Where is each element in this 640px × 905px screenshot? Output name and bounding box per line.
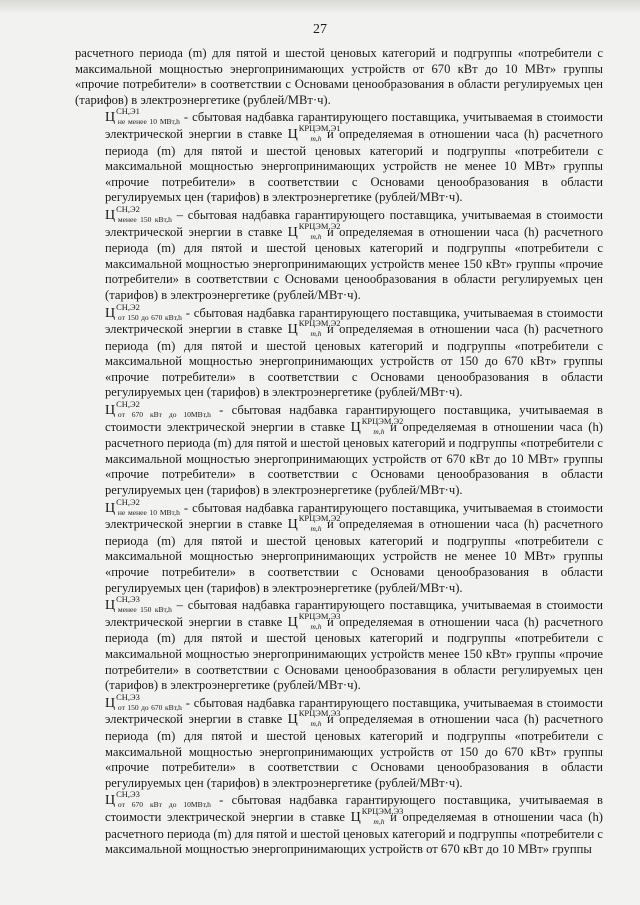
markup-symbol-subscript: не менее 10 МВт,h <box>117 117 180 127</box>
intro-paragraph: расчетного периода (m) для пятой и шестой ценовых категорий и подгруппы «потребители с максимальной мощностью энергопринимающих устройств от 670 кВт до 10 МВт» группы «прочие потребители» в соответствии с Основами ценообразования в области регулируемых цен (тарифов) в электроэнергетике (рублей/МВт·ч). <box>75 46 603 107</box>
definition-text: - сбытовая надбавка гарантирующего поставщика, учитываемая в стоимости электрической энергии в ставке <box>105 500 603 532</box>
definition-paragraph <box>75 203 604 304</box>
rate-symbol-superscript: КРЦЭМ,Э1 <box>298 122 341 133</box>
definition-text: и определяемая в отношении часа (h) расчетного периода (m) для пятой и шестой ценовых категорий и подгруппы «потребители с максимальной мощностью энергопринимающих устройств не менее 10 МВт» группы «прочие потребители» в соответствии с Основами ценообразования в области регулируемых цен (тарифов) в электроэнергетике (рублей/МВт·ч). <box>105 126 603 205</box>
page-number: 27 <box>313 22 327 37</box>
rate-symbol-base: Ц <box>287 126 298 142</box>
definition-paragraph <box>75 789 603 857</box>
rate-symbol <box>350 415 404 436</box>
definition-paragraph <box>75 301 603 402</box>
markup-symbol-base: Ц <box>105 403 116 419</box>
definition-paragraph <box>75 496 603 597</box>
rate-symbol-base: Ц <box>287 322 298 338</box>
markup-symbol <box>105 789 211 810</box>
markup-symbol <box>105 594 172 615</box>
rate-symbol-superscript: КРЦЭМ,Э2 <box>298 513 341 524</box>
rate-symbol-subscript: m,h <box>310 621 322 631</box>
rate-symbol <box>350 805 404 826</box>
rate-symbol-base: Ц <box>350 419 361 435</box>
markup-symbol-subscript: менее 150 кВт,h <box>117 605 172 615</box>
rate-symbol-superscript: КРЦЭМ,Э2 <box>361 415 404 426</box>
scan-edge <box>0 0 640 14</box>
rate-symbol-superscript: КРЦЭМ,Э2 <box>298 220 341 231</box>
definition-text: и определяемая в отношении часа (h) расчетного периода (m) для пятой и шестой ценовых категорий и подгруппы «потребители с максимальной мощностью энергопринимающих устройств от 150 до 670 кВт» группы «прочие потребители» в соответствии с Основами ценообразования в области регулируемых цен (тарифов) в электроэнергетике (рублей/МВт·ч). <box>105 322 603 400</box>
markup-symbol-base: Ц <box>105 695 116 711</box>
definition-text: - сбытовая надбавка гарантирующего поставщика, учитываемая в стоимости электрической энергии в ставке <box>105 305 603 337</box>
definition-text: и определяемая в отношении часа (h) расчетного периода (m) для пятой и шестой ценовых категорий и подгруппы «потребители с максимальной мощностью энергопринимающих устройств менее 150 кВт» группы «прочие потребители» в соответствии с Основами ценообразования в области регулируемых цен (тарифов) в электроэнергетике (рублей/МВт·ч). <box>105 614 603 693</box>
rate-symbol-subscript: m,h <box>310 133 322 143</box>
markup-symbol <box>105 301 182 322</box>
markup-symbol-subscript: от 150 до 670 кВт,h <box>117 312 182 322</box>
rate-symbol-subscript: m,h <box>310 719 322 729</box>
markup-symbol-superscript: СН,Э2 <box>116 301 140 312</box>
rate-symbol <box>287 610 341 631</box>
markup-symbol-subscript: от 150 до 670 кВт,h <box>117 702 182 712</box>
definition-text: - сбытовая надбавка гарантирующего поставщика, учитываемая в стоимости электрической энергии в ставке <box>105 110 603 141</box>
rate-symbol-superscript: КРЦЭМ,Э3 <box>298 610 341 621</box>
rate-symbol <box>287 122 341 143</box>
markup-symbol-superscript: СН,Э2 <box>116 399 140 410</box>
markup-symbol-superscript: СН,Э1 <box>116 106 140 117</box>
definition-text: – сбытовая надбавка гарантирующего поставщика, учитываемая в стоимости электрической энергии в ставке <box>105 207 604 239</box>
definition-paragraph <box>75 399 603 499</box>
markup-symbol-subscript: не менее 10 МВт,h <box>117 507 180 517</box>
markup-symbol-superscript: СН,Э2 <box>116 203 140 214</box>
markup-symbol <box>105 691 182 712</box>
rate-symbol <box>287 708 341 729</box>
rate-symbol-subscript: m,h <box>373 816 385 826</box>
rate-symbol-superscript: КРЦЭМ,Э3 <box>361 805 404 816</box>
markup-symbol <box>105 496 180 517</box>
definition-text: и определяемая в отношении часа (h) расчетного периода (m) для пятой и шестой ценовых категорий и подгруппы «потребители с максимальной мощностью энергопринимающих устройств от 150 до 670 кВт» группы «прочие потребители» в соответствии с Основами ценообразования в области регулируемых цен (тарифов) в электроэнергетике (рублей/МВт·ч). <box>105 712 603 790</box>
definition-paragraph <box>75 106 603 206</box>
markup-symbol-subscript: от 670 кВт до 10МВт,h <box>117 410 211 420</box>
rate-symbol-base: Ц <box>287 712 298 728</box>
rate-symbol-subscript: m,h <box>310 329 322 339</box>
rate-symbol <box>287 513 341 534</box>
rate-symbol-subscript: m,h <box>310 524 322 534</box>
rate-symbol-subscript: m,h <box>373 426 385 436</box>
markup-symbol <box>105 106 180 127</box>
definition-text: - сбытовая надбавка гарантирующего поставщика, учитываемая в стоимости электрической энергии в ставке <box>105 695 603 727</box>
rate-symbol <box>287 220 341 241</box>
definition-text: и определяемая в отношении часа (h) расчетного периода (m) для пятой и шестой ценовых категорий и подгруппы «потребители с максимальной мощностью энергопринимающих устройств менее 150 кВт» группы «прочие потребители» в соответствии с Основами ценообразования в области регулируемых цен (тарифов) в электроэнергетике (рублей/МВт·ч). <box>105 224 603 302</box>
definition-text: – сбытовая надбавка гарантирующего поставщика, учитываемая в стоимости электрической энергии в ставке <box>105 598 604 629</box>
document-body <box>75 46 603 858</box>
rate-symbol-base: Ц <box>287 224 298 240</box>
definition-text: и определяемая в отношении часа (h) расчетного периода (m) для пятой и шестой ценовых категорий и подгруппы «потребители с максимальной мощностью энергопринимающих устройств от 670 кВт до 10 МВт» группы «прочие потребители» в соответствии с Основами ценообразования в области регулируемых цен (тарифов) в электроэнергетике (рублей/МВт·ч). <box>105 419 603 498</box>
markup-symbol-base: Ц <box>105 793 116 809</box>
definition-paragraph <box>75 594 604 694</box>
markup-symbol <box>105 399 211 420</box>
rate-symbol <box>287 318 341 339</box>
rate-symbol-superscript: КРЦЭМ,Э3 <box>298 708 341 719</box>
markup-symbol-base: Ц <box>105 305 116 321</box>
definitions-list <box>75 106 604 857</box>
rate-symbol-base: Ц <box>287 517 298 533</box>
definition-paragraph <box>75 691 603 792</box>
markup-symbol <box>105 203 172 224</box>
markup-symbol-base: Ц <box>105 598 116 614</box>
rate-symbol-base: Ц <box>350 809 361 825</box>
markup-symbol-base: Ц <box>105 207 116 223</box>
markup-symbol-superscript: СН,Э3 <box>116 594 140 605</box>
markup-symbol-subscript: менее 150 кВт,h <box>117 214 172 224</box>
definition-text: и определяемая в отношении часа (h) расчетного периода (m) для пятой и шестой ценовых категорий и подгруппы «потребители с максимальной мощностью энергопринимающих устройств от 670 кВт до 10 МВт» группы <box>105 809 603 857</box>
rate-symbol-superscript: КРЦЭМ,Э2 <box>298 318 341 329</box>
markup-symbol-superscript: СН,Э3 <box>116 691 140 702</box>
rate-symbol-subscript: m,h <box>310 231 322 241</box>
markup-symbol-superscript: СН,Э3 <box>116 789 140 800</box>
rate-symbol-base: Ц <box>287 614 298 630</box>
markup-symbol-superscript: СН,Э2 <box>116 496 140 507</box>
markup-symbol-subscript: от 670 кВт до 10МВт,h <box>117 800 211 810</box>
definition-text: и определяемая в отношении часа (h) расчетного периода (m) для пятой и шестой ценовых категорий и подгруппы «потребители с максимальной мощностью энергопринимающих устройств не менее 10 МВт» группы «прочие потребители» в соответствии с Основами ценообразования в области регулируемых цен (тарифов) в электроэнергетике (рублей/МВт·ч). <box>105 517 603 595</box>
definition-text: - сбытовая надбавка гарантирующего поставщика, учитываемая в стоимости электрической энергии в ставке <box>105 403 603 434</box>
markup-symbol-base: Ц <box>105 500 116 516</box>
definition-text: - сбытовая надбавка гарантирующего поставщика, учитываемая в стоимости электрической энергии в ставке <box>105 793 603 824</box>
markup-symbol-base: Ц <box>105 110 116 126</box>
